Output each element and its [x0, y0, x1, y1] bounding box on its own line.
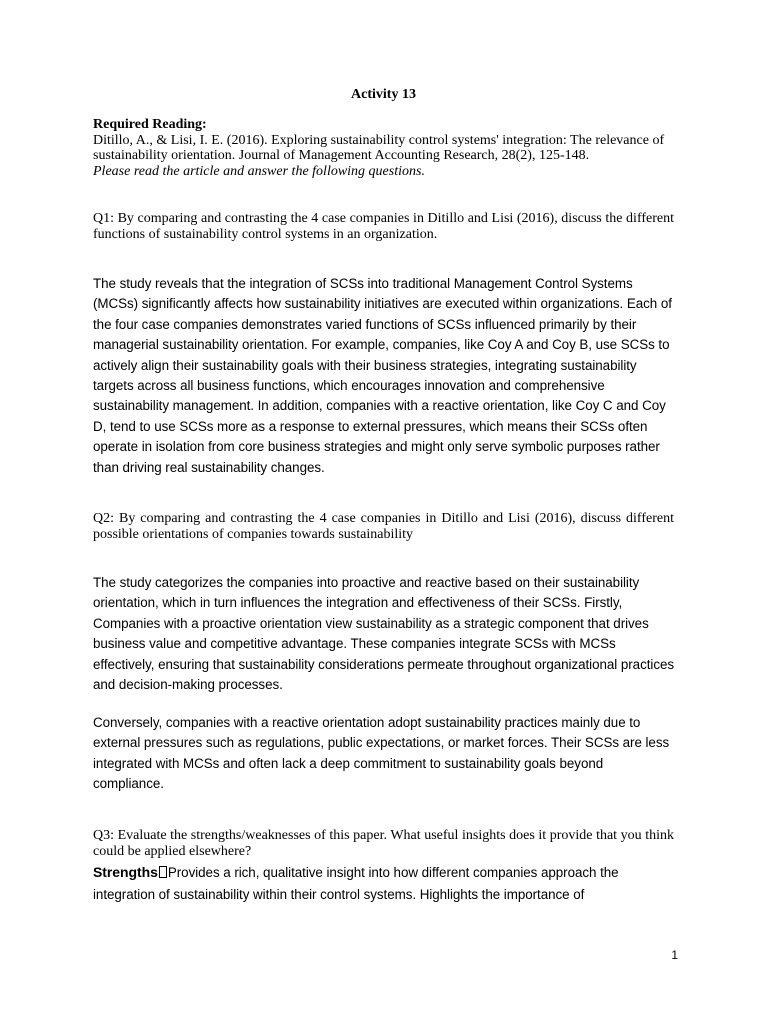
- strengths-label: Strengths: [93, 864, 158, 880]
- q2-answer-paragraph-2: [93, 713, 674, 795]
- page-title: Activity 13: [351, 87, 416, 102]
- strengths-text: Provides a rich, qualitative insight into how different companies approach the integration of sustainability within their control systems. Highlights the importance of: [93, 865, 619, 902]
- missing-glyph-icon: [159, 866, 167, 878]
- reading-instruction: Please read the article and answer the following questions.: [93, 163, 425, 179]
- q2-answer-paragraph-1: [93, 573, 674, 695]
- q1-question: Q1: By comparing and contrasting the 4 case companies in Ditillo and Lisi (2016), discuss the different functions of sustainability control systems in an organization.: [93, 211, 674, 242]
- required-reading-section: [93, 117, 674, 179]
- q3-question: Q3: Evaluate the strengths/weaknesses of this paper. What useful insights does it provide that you think could be applied elsewhere?: [93, 828, 674, 859]
- q3-strengths: [93, 861, 674, 906]
- required-reading-label: Required Reading:: [93, 117, 207, 132]
- q2-answer-text-2: Conversely, companies with a reactive orientation adopt sustainability practices mainly due to external pressures such as regulations, public expectations, or market forces. Their SCSs are less integrated with MCSs and often lack a deep commitment to sustainability goals beyond compliance.: [93, 715, 670, 792]
- q1-answer-paragraph: The study reveals that the integration of SCSs into traditional Management Control Systems (MCSs) significantly affects how sustainability initiatives are executed within organizations. Each of the four case companies demonstrates varied functions of SCSs influenced primarily by their managerial sustainability orientation. For example, companies, like Coy A and Coy B, use SCSs to actively align their sustainability goals with their business strategies, integrating sustainability targets across all business functions, which encourages innovation and comprehensive sustainability management. In addition, companies with a reactive orientation, like Coy C and Coy D, tend to use SCSs more as a response to external pressures, which means their SCSs often operate in isolation from core business strategies and might only serve symbolic purposes rather than driving real sustainability changes.: [93, 276, 672, 475]
- q2-answer-text-1: The study categorizes the companies into proactive and reactive based on their sustainability orientation, which in turn influences the integration and effectiveness of their SCSs. Firstly, Companies with a proactive orientation view sustainability as a strategic component that drives business value and competitive advantage. These companies integrate SCSs with MCSs effectively, ensuring that sustainability considerations permeate throughout organizational practices and decision-making processes.: [93, 575, 675, 693]
- reading-citation: Ditillo, A., & Lisi, I. E. (2016). Exploring sustainability control systems' integration: The relevance of sustainability orientation. Journal of Management Accounting Research, 28(2), 125-148.: [93, 132, 665, 163]
- page-number: 1: [671, 948, 678, 962]
- q2-question: Q2: By comparing and contrasting the 4 case companies in Ditillo and Lisi (2016), discuss different possible orientations of companies towards sustainability: [93, 511, 674, 542]
- q1-answer: [93, 274, 674, 478]
